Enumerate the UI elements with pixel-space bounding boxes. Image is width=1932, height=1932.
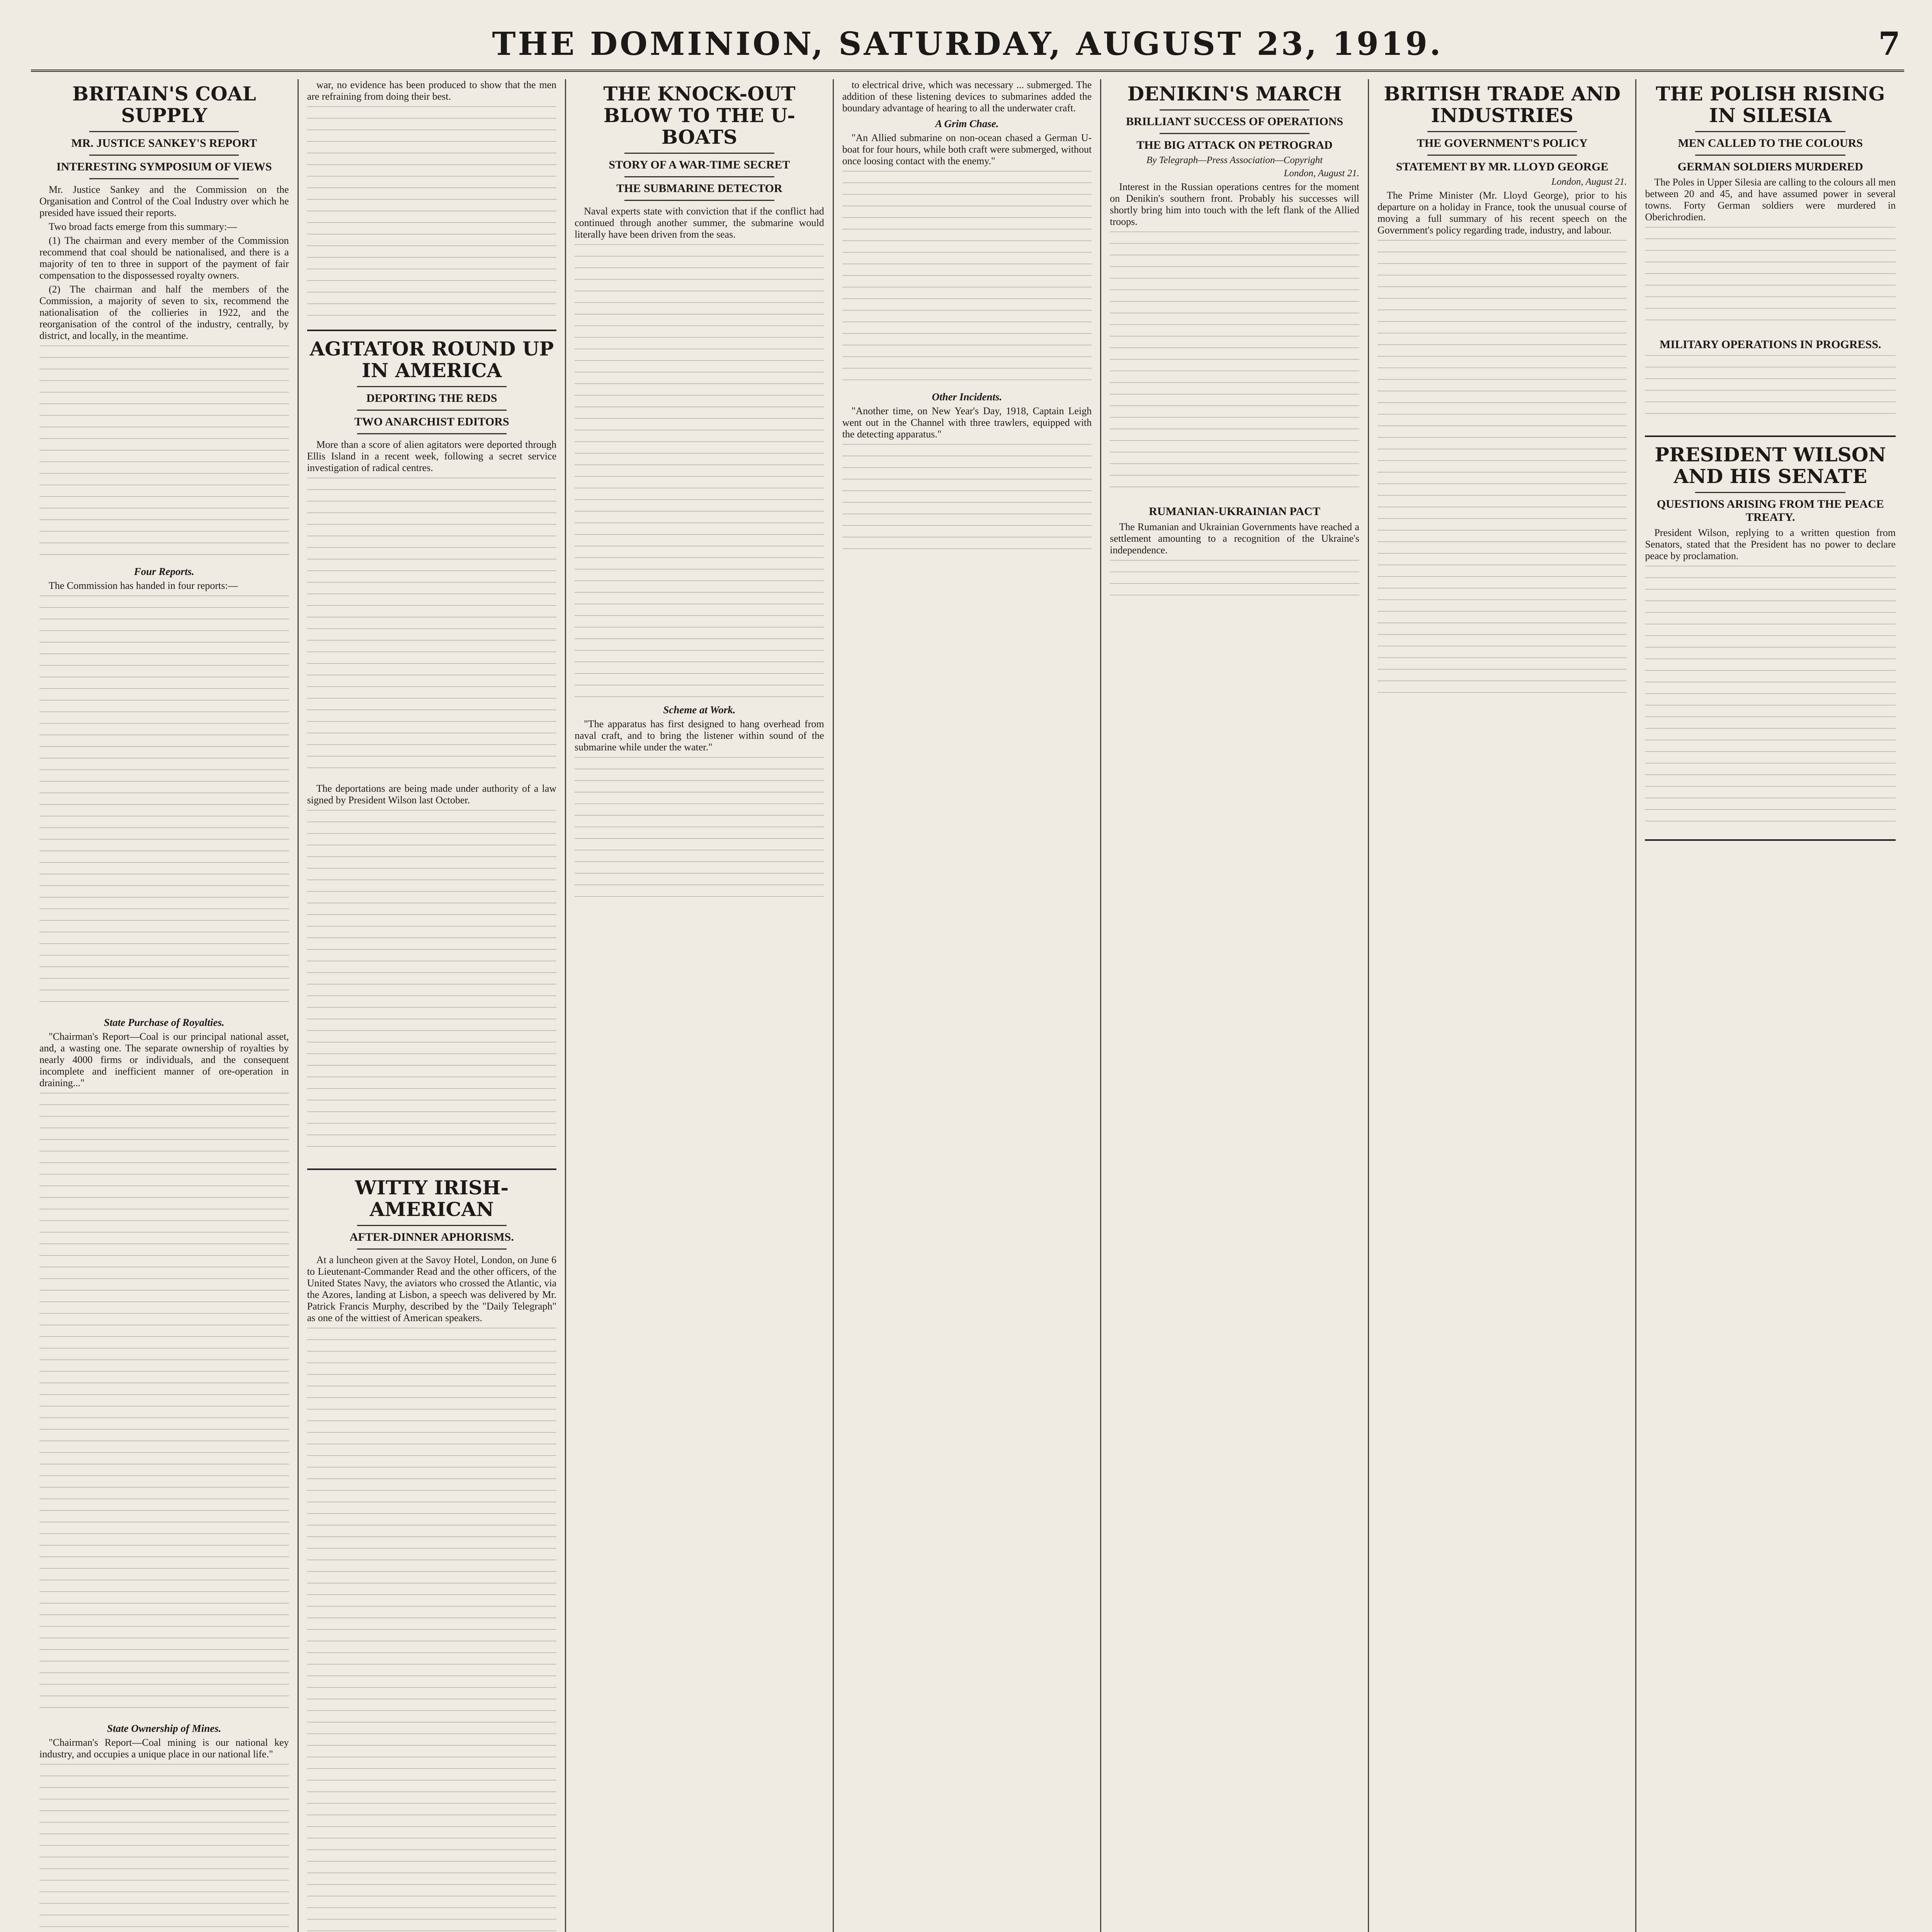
paragraph: (1) The chairman and every member of the Commission recommend that coal should be nationalised, and there is a majority of ten to three in support of the payment of fair compensation to the dispossessed royalty owners. xyxy=(39,235,289,281)
dateline: London, August 21. xyxy=(1551,177,1627,187)
paragraph: war, no evidence has been produced to show that the men are refraining from doing their best. xyxy=(307,79,557,102)
body-text-block xyxy=(1110,231,1359,494)
article-coal-supply xyxy=(39,83,289,1932)
paragraph: "Another time, on New Year's Day, 1918, Captain Leigh went out in the Channel with three trawlers, equipped with the detecting apparatus." xyxy=(842,405,1092,440)
column-6 xyxy=(1369,79,1637,1932)
subheadline: DEPORTING THE REDS xyxy=(366,392,497,405)
body-text-block xyxy=(1645,227,1896,327)
body-text-block xyxy=(1110,560,1359,606)
subheadline: AFTER-DINNER APHORISMS. xyxy=(349,1231,514,1243)
body-text-block xyxy=(575,244,824,700)
paragraph: Mr. Justice Sankey and the Commission on the Organisation and Control of the Coal Industry over which he presided have issued their reports. xyxy=(39,184,289,218)
headline: BRITAIN'S COAL SUPPLY xyxy=(72,82,256,127)
columns xyxy=(31,79,1904,1932)
paragraph: The Poles in Upper Silesia are calling to the colours all men between 20 and 45, and have assumed power in several towns. Forty German soldiers were murdered in Oberichrodien. xyxy=(1645,177,1896,223)
masthead-title: THE DOMINION, SATURDAY, AUGUST 23, 1919. xyxy=(492,26,1443,63)
paragraph: (2) The chairman and half the members of the Commission, a majority of seven to six, recommend the nationalisation of the collieries in 1922, and the reorganisation of the control of the industry, centrally, by district, and locally, in the meantime. xyxy=(39,284,289,341)
column-4 xyxy=(834,79,1102,1932)
divider xyxy=(307,330,557,331)
article-witty-irish xyxy=(307,1177,557,1932)
rule xyxy=(1160,133,1309,134)
rule xyxy=(1427,131,1577,132)
dateline: London, August 21. xyxy=(1284,168,1359,179)
divider xyxy=(1645,435,1896,437)
body-text-block xyxy=(842,171,1092,387)
paragraph: The Commission has handed in four reports:— xyxy=(49,580,238,591)
body-text-block xyxy=(307,478,557,779)
subheadline: QUESTIONS ARISING FROM THE PEACE TREATY. xyxy=(1656,498,1884,524)
body-text-block xyxy=(307,106,557,323)
rule xyxy=(89,155,239,156)
paragraph: The Rumanian and Ukrainian Governments have reached a settlement amounting to a recognition of the Ukraine's independence. xyxy=(1110,521,1359,556)
subheadline: MR. JUSTICE SANKEY'S REPORT xyxy=(71,137,257,150)
subheadline: TWO ANARCHIST EDITORS xyxy=(354,415,509,428)
rule xyxy=(1695,492,1845,493)
article-british-trade xyxy=(1378,83,1627,696)
headline: PRESIDENT WILSON AND HIS SENATE xyxy=(1655,443,1886,488)
body-text-block xyxy=(39,1093,289,1719)
crosshead: State Purchase of Royalties. xyxy=(104,1017,224,1028)
rule xyxy=(357,386,507,387)
paragraph: More than a score of alien agitators were deported through Ellis Island in a recent week, following a secret service investigation of radical centres. xyxy=(307,439,557,473)
rule xyxy=(357,433,507,434)
article-polish-rising xyxy=(1645,83,1896,327)
crosshead: Other Incidents. xyxy=(932,391,1002,403)
paragraph: At a luncheon given at the Savoy Hotel, London, on June 6 to Lieutenant-Commander Read and the other officers, of the United States Navy, the aviators who crossed the Atlantic, via the Azores, landing at Lisbon, a speech was delivered by Mr. Patrick Francis Murphy, described by the "Daily Telegraph" as one of the wittiest of American speakers. xyxy=(307,1254,557,1323)
paragraph: "Chairman's Report—Coal mining is our national key industry, and occupies a unique place in our national life." xyxy=(39,1737,289,1760)
paragraph: Naval experts state with conviction that if the conflict had continued through another summer, the submarine would literally have been driven from the seas. xyxy=(575,206,824,240)
column-5 xyxy=(1101,79,1369,1932)
rule xyxy=(1695,131,1845,132)
rule xyxy=(357,1225,507,1226)
article-wilson-senate xyxy=(1645,444,1896,828)
article-rumanian xyxy=(1110,505,1359,606)
body-text-block xyxy=(307,810,557,1158)
crosshead: Scheme at Work. xyxy=(663,704,736,716)
column-3 xyxy=(566,79,834,1932)
body-text-block xyxy=(1378,240,1627,696)
rule xyxy=(357,1248,507,1250)
rule xyxy=(89,131,239,132)
rule xyxy=(1427,155,1577,156)
paragraph: President Wilson, replying to a written question from Senators, stated that the President has no power to declare peace by proclamation. xyxy=(1645,527,1896,561)
column-1 xyxy=(31,79,299,1932)
subheadline: STORY OF A WAR-TIME SECRET xyxy=(609,158,790,171)
rule xyxy=(624,153,774,154)
subheadline: MEN CALLED TO THE COLOURS xyxy=(1678,137,1863,150)
rule xyxy=(624,200,774,201)
subheadline: THE SUBMARINE DETECTOR xyxy=(616,182,782,195)
body-text-block xyxy=(307,1328,557,1932)
paragraph: "Chairman's Report—Coal is our principal national asset, and, a wasting one. The separate ownership of royalties by nearly 4000 firms or individuals, and the consequent incomplete and inefficient manner of ore-operation in draining..." xyxy=(39,1031,289,1088)
headline: AGITATOR ROUND UP IN AMERICA xyxy=(310,337,554,382)
paragraph: Two broad facts emerge from this summary:— xyxy=(49,221,237,232)
headline: DENIKIN'S MARCH xyxy=(1127,82,1342,105)
subheadline: STATEMENT BY MR. LLOYD GEORGE xyxy=(1396,160,1609,173)
rule xyxy=(357,410,507,411)
paragraph: The deportations are being made under authority of a law signed by President Wilson last October. xyxy=(307,783,557,806)
paragraph: to electrical drive, which was necessary ... submerged. The addition of these listening devices to submarines added the boundary advantage of hearing to all the underwater craft. xyxy=(842,79,1092,114)
article-agitator xyxy=(307,338,557,1158)
divider xyxy=(307,1168,557,1170)
headline: THE POLISH RISING IN SILESIA xyxy=(1656,82,1885,127)
body-text-block xyxy=(1645,355,1896,425)
article-denikin xyxy=(1110,83,1359,494)
crosshead: A Grim Chase. xyxy=(935,118,999,129)
subheadline: THE GOVERNMENT'S POLICY xyxy=(1417,137,1588,150)
article-u-boats xyxy=(575,83,824,904)
body-text-block xyxy=(39,595,289,1013)
subheadline: GERMAN SOLDIERS MURDERED xyxy=(1677,160,1863,173)
article-military-ops xyxy=(1645,338,1896,425)
headline: WITTY IRISH-AMERICAN xyxy=(355,1176,509,1221)
paragraph: Interest in the Russian operations centres for the moment on Denikin's southern front. Probably his successes will shortly bring him into touch with the left flank of the Allied troops. xyxy=(1110,181,1359,227)
paragraph: The Prime Minister (Mr. Lloyd George), prior to his departure on a holiday in France, took the unusual course of moving a full summary of his recent speech on the Government's policy regarding trade, industry, and labour. xyxy=(1377,190,1627,236)
body-text-block xyxy=(575,757,824,904)
body-text-block xyxy=(39,345,289,562)
subheadline: RUMANIAN-UKRAINIAN PACT xyxy=(1149,505,1320,518)
divider xyxy=(1645,839,1896,841)
headline: BRITISH TRADE AND INDUSTRIES xyxy=(1384,82,1621,127)
column-7 xyxy=(1636,79,1904,1932)
subheadline: MILITARY OPERATIONS IN PROGRESS. xyxy=(1659,338,1881,351)
body-text-block xyxy=(39,1764,289,1932)
body-text-block xyxy=(1645,566,1896,828)
page-number: 7 xyxy=(1878,26,1900,63)
subheadline: INTERESTING SYMPOSIUM OF VIEWS xyxy=(56,160,272,173)
headline: THE KNOCK-OUT BLOW TO THE U-BOATS xyxy=(603,82,796,148)
crosshead: Four Reports. xyxy=(134,566,194,577)
subheadline: BRILLIANT SUCCESS OF OPERATIONS xyxy=(1126,115,1344,128)
masthead xyxy=(31,23,1904,72)
byline: By Telegraph—Press Association—Copyright xyxy=(1146,155,1323,165)
body-text-block xyxy=(842,444,1092,560)
paragraph: "An Allied submarine on non-ocean chased a German U-boat for four hours, while both craft were submerged, without once loosing contact with the enemy." xyxy=(842,132,1092,167)
rule xyxy=(89,178,239,179)
crosshead: State Ownership of Mines. xyxy=(107,1723,221,1734)
rule xyxy=(624,176,774,177)
column-2 xyxy=(299,79,566,1932)
subheadline: THE BIG ATTACK ON PETROGRAD xyxy=(1136,139,1333,151)
rule xyxy=(1160,109,1309,111)
rule xyxy=(1695,155,1845,156)
paragraph: "The apparatus has first designed to hang overhead from naval craft, and to bring the listener within sound of the submarine while under the water." xyxy=(575,718,824,753)
